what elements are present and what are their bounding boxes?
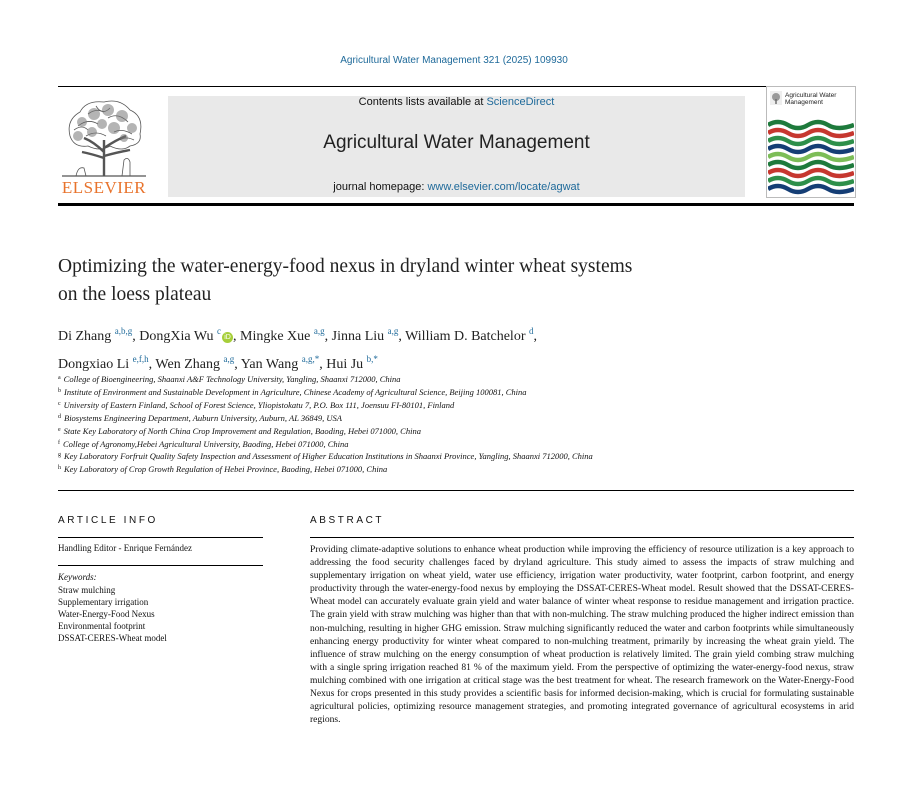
header-rule-top bbox=[58, 86, 854, 87]
elsevier-logo[interactable] bbox=[58, 96, 150, 200]
journal-title: Agricultural Water Management bbox=[323, 132, 590, 153]
author-name[interactable]: Yan Wang bbox=[240, 357, 299, 372]
keyword-list bbox=[58, 584, 167, 644]
contents-prefix: Contents lists available at bbox=[358, 96, 487, 108]
contents-line bbox=[168, 96, 745, 108]
author-line-2: Dongxiao Li $^{e,f,h}$, Wen Zhang $^{a,g}$, Yan Wang $^{a,g,*}$, Hui Ju $^{b,*}$ bbox=[58, 354, 378, 372]
keyword-item: Straw mulching bbox=[58, 585, 116, 595]
author-affiliation-marks[interactable]: a,g,* bbox=[301, 354, 320, 364]
author-name[interactable]: Jinna Liu bbox=[331, 329, 385, 344]
affiliation-key: b bbox=[58, 387, 61, 394]
homepage-line bbox=[168, 181, 745, 193]
article-info-rule bbox=[58, 537, 263, 538]
author-name[interactable]: William D. Batchelor bbox=[405, 329, 526, 344]
author-line-1: Di Zhang $^{a,b,g}$, DongXia Wu $^c$iD , Mingke Xue $^{a,g}$, Jinna Liu $^{a,g}$, William D. Batchelor $^d$, bbox=[58, 326, 537, 344]
author-affiliation-marks[interactable]: a,g bbox=[387, 326, 399, 336]
author-affiliation-marks[interactable]: d bbox=[529, 326, 534, 336]
affiliation-item bbox=[58, 373, 848, 386]
cover-publisher-icon bbox=[770, 91, 782, 105]
affiliation-text: Key Laboratory of Crop Growth Regulation of Hebei Province, Baoding, Hebei 071000, China bbox=[64, 464, 388, 475]
homepage-prefix: journal homepage: bbox=[333, 181, 428, 193]
affiliation-key: g bbox=[58, 452, 61, 459]
author-name[interactable]: Dongxiao Li bbox=[58, 357, 130, 372]
header-rule-bottom bbox=[58, 203, 854, 206]
author-affiliation-marks[interactable]: b,* bbox=[366, 354, 378, 364]
affiliation-item bbox=[58, 412, 848, 425]
author-name[interactable]: Di Zhang bbox=[58, 329, 112, 344]
affiliation-text: Institute of Environment and Sustainable Development in Agriculture, Chinese Academy of Agricultural Science, Beijing 100081, China bbox=[64, 386, 527, 397]
journal-citation[interactable]: Agricultural Water Management 321 (2025) 109930 bbox=[340, 55, 568, 66]
paper-title-line-1: Optimizing the water-energy-food nexus in dryland winter wheat systems bbox=[58, 256, 633, 277]
paper-title bbox=[58, 253, 818, 309]
handling-editor: Handling Editor - Enrique Fernández bbox=[58, 543, 192, 553]
author-list bbox=[58, 320, 848, 376]
affiliation-item bbox=[58, 438, 848, 451]
cover-title: Agricultural Water Management bbox=[785, 92, 837, 106]
article-info-heading: ARTICLE INFO bbox=[58, 515, 158, 526]
affiliation-key: d bbox=[58, 413, 61, 420]
affiliation-text: College of Bioengineering, Shaanxi A&F Technology University, Yangling, Shaanxi 712000, China bbox=[63, 374, 401, 384]
keyword-item: Environmental footprint bbox=[58, 621, 146, 631]
cover-artwork bbox=[768, 119, 854, 195]
sciencedirect-link[interactable]: ScienceDirect bbox=[486, 96, 555, 108]
author-name[interactable]: Wen Zhang bbox=[155, 357, 220, 372]
affiliation-key: a bbox=[58, 375, 61, 381]
author-affiliation-marks[interactable]: a,g bbox=[313, 326, 325, 336]
keyword-item: Supplementary irrigation bbox=[58, 597, 149, 607]
section-divider bbox=[58, 490, 854, 491]
affiliation-text: Biosystems Engineering Department, Auburn University, Auburn, AL 36849, USA bbox=[64, 412, 342, 423]
affiliation-text: State Key Laboratory of North China Crop Improvement and Regulation, Baoding, Hebei 071000, China bbox=[63, 425, 421, 436]
affiliation-text: University of Eastern Finland, School of Forest Science, Yliopistokatu 7, P.O. Box 111, Joensuu FI-80101, Finland bbox=[63, 399, 455, 410]
author-name[interactable]: DongXia Wu bbox=[139, 329, 214, 344]
affiliation-item bbox=[58, 425, 848, 438]
affiliation-text: Key Laboratory Forfruit Quality Safety Inspection and Assessment of Higher Education Institutions in Shaanxi Province, Yangling, Shaanxi 712000, China bbox=[64, 451, 593, 462]
affiliation-text: College of Agronomy,Hebei Agricultural University, Baoding, Hebei 071000, China bbox=[63, 438, 349, 449]
elsevier-tree-icon bbox=[58, 96, 150, 178]
journal-cover-thumbnail[interactable] bbox=[766, 86, 856, 198]
author-name[interactable]: Mingke Xue bbox=[240, 329, 311, 344]
author-name[interactable]: Hui Ju bbox=[326, 357, 364, 372]
abstract-rule bbox=[310, 537, 854, 538]
affiliation-key: h bbox=[58, 465, 61, 472]
paper-title-line-2: on the loess plateau bbox=[58, 284, 212, 305]
abstract-text: Providing climate-adaptive solutions to enhance wheat production while improving the efficiency of resource utilization is a key approach to addressing the food security challenges faced by dryland agriculture. This study aimed to assess the impacts of straw mulching and supplementary irrigation on wheat yield, water use efficiency, irrigation water productivity, water footprint, carbon footprint, and energy productivity through the water-energy-food nexus by employing the DSSAT-CERES-Wheat model. Result showed that the DSSAT-CERES-Wheat model can accurately evaluate grain yield and water balance of winter wheat response to residue management and irrigation practice. The grain yield with straw mulching was higher than that with non-mulching. The straw mulching produced the higher indirect emission than non-mulching, resulting in higher GHG emission. Straw mulching significantly reduced the water and carbon footprints while simultaneously enhancing energy productivity for winter wheat compared to non-mulching treatment, primarily by increasing the wheat grain yield. The influence of straw mulching on the energy consumption of wheat production is relatively limited. The grain yield combing straw mulching with a single spring irrigation reached 81 % of the maximum yield. From the perspective of optimizing the water-energy-food nexus, straw mulching combined with one irrigation at critical stage was the best treatment for wheat. The research framework on the Water-Energy-Food Nexus for crops presented in this study provides a scientific basis for informed decision-making, which is crucial for formulating sustainable agricultural policies, optimizing resource management strategies, and promoting integrated governance of agricultural ecosystems in arid regions. bbox=[310, 544, 854, 726]
author-affiliation-marks[interactable]: a,g bbox=[223, 354, 235, 364]
elsevier-wordmark: ELSEVIER bbox=[61, 178, 147, 197]
author-affiliation-marks[interactable]: e,f,h bbox=[132, 354, 149, 364]
keywords-label: Keywords: bbox=[58, 572, 97, 582]
orcid-icon[interactable]: iD bbox=[222, 332, 233, 343]
author-affiliation-marks[interactable]: a,b,g bbox=[114, 326, 133, 336]
affiliation-item bbox=[58, 463, 848, 476]
abstract-heading: ABSTRACT bbox=[310, 515, 385, 526]
affiliation-key: c bbox=[58, 400, 61, 407]
journal-homepage-link[interactable]: www.elsevier.com/locate/agwat bbox=[427, 181, 580, 193]
journal-banner bbox=[168, 96, 745, 197]
article-info-rule bbox=[58, 565, 263, 566]
affiliation-key: f bbox=[58, 439, 60, 446]
affiliation-key: e bbox=[58, 426, 61, 433]
keyword-item: DSSAT-CERES-Wheat model bbox=[58, 633, 167, 643]
keyword-item: Water-Energy-Food Nexus bbox=[58, 609, 155, 619]
affiliation-list bbox=[58, 373, 848, 476]
affiliation-item bbox=[58, 386, 848, 399]
affiliation-item bbox=[58, 450, 848, 463]
affiliation-item bbox=[58, 399, 848, 412]
author-affiliation-marks[interactable]: c bbox=[217, 326, 221, 336]
